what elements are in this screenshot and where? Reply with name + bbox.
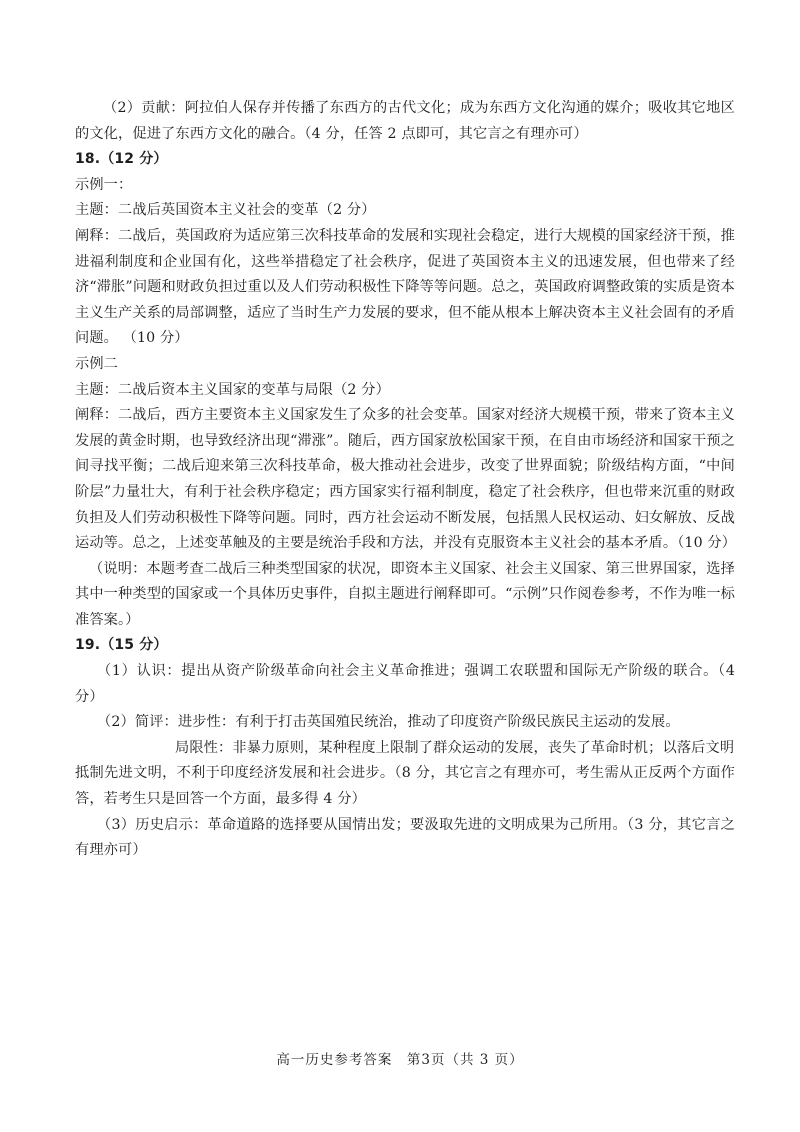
q18-example1-elaboration: 阐释：二战后，英国政府为适应第三次科技革命的发展和实现社会稳定，进行大规模的国家经济干预，推进福利制度和企业国有化，这些举措稳定了社会秩序，促进了英国资本主义的迅速发展，但也带来了经济“滞胀”问题和财政负担过重以及人们劳动积极性下降等等问题。总之，英国政府调整政策的实质是资本主义生产关系的局部调整，适应了当时生产力发展的要求，但不能从根本上解决资本主义社会固有的矛盾问题。 （10 分） [75,227,735,347]
q19-part2-progress: （2）简评：进步性：有利于打击英国殖民统治，推动了印度资产阶级民族民主运动的发展。 [97,714,680,731]
q18-note: （说明：本题考查二战后三种类型国家的状况，即资本主义国家、社会主义国家、第三世界国家，选择其中一种类型的国家或一个具体历史事件，自拟主题进行阐释即可。“示例”只作阅卷参考，不作为唯一标准答案。） [75,560,735,628]
q18-example2-theme: 主题：二战后资本主义国家的变革与局限（2 分） [75,381,390,398]
q18-example1-label: 示例一： [75,176,133,193]
q19-part2-limit-line1: 局限性：非暴力原则，某种程度上限制了群众运动的发展，丧失了革命时机；以落后文明 [175,739,735,756]
q19-heading: 19.（15 分） [75,637,168,654]
q18-example2-elaboration: 阐释：二战后，西方主要资本主义国家发生了众多的社会变革。国家对经济大规模干预，带来了资本主义发展的黄金时期，也导致经济出现“滞涨”。随后，西方国家放松国家干预，在自由市场经济和国家干预之间寻找平衡；二战后迎来第三次科技革命，极大推动社会进步，改变了世界面貌；阶级结构方面，“中间阶层”力量壮大，有利于社会秩序稳定；西方国家实行福利制度，稳定了社会秩序，但也带来沉重的财政负担及人们劳动积极性下降等问题。同时，西方社会运动不断发展，包括黑人民权运动、妇女解放、反战运动等。总之，上述变革触及的主要是统治手段和方法，并没有克服资本主义社会的基本矛盾。（10 分） [75,407,737,552]
q19-part1: （1）认识：提出从资产阶级革命向社会主义革命推进；强调工农联盟和国际无产阶级的联合。（4 分） [75,663,735,705]
page-footer: 高一历史参考答案 第3页（共 3 页） [276,1052,524,1068]
q19-part3: （3）历史启示：革命道路的选择要从国情出发；要汲取先进的文明成果为己所用。（3 分，其它言之有理亦可） [75,816,735,859]
answer-content [75,96,735,864]
q19-part2-limit-rest: 抵制先进文明，不利于印度经济发展和社会进步。（8 分，其它言之有理亦可，考生需从正反两个方面作答，若考生只是回答一个方面，最多得 4 分） [75,765,735,808]
q18-example1-theme: 主题：二战后英国资本主义社会的变革（2 分） [75,202,376,219]
q18-heading: 18.（12 分） [75,151,168,168]
q17-part2-contribution: （2）贡献：阿拉伯人保存并传播了东西方的古代文化；成为东西方文化沟通的媒介；吸收其它地区的文化，促进了东西方文化的融合。（4 分，任答 2 点即可，其它言之有理亦可） [75,100,735,142]
q18-example2-label: 示例二 [75,355,119,372]
